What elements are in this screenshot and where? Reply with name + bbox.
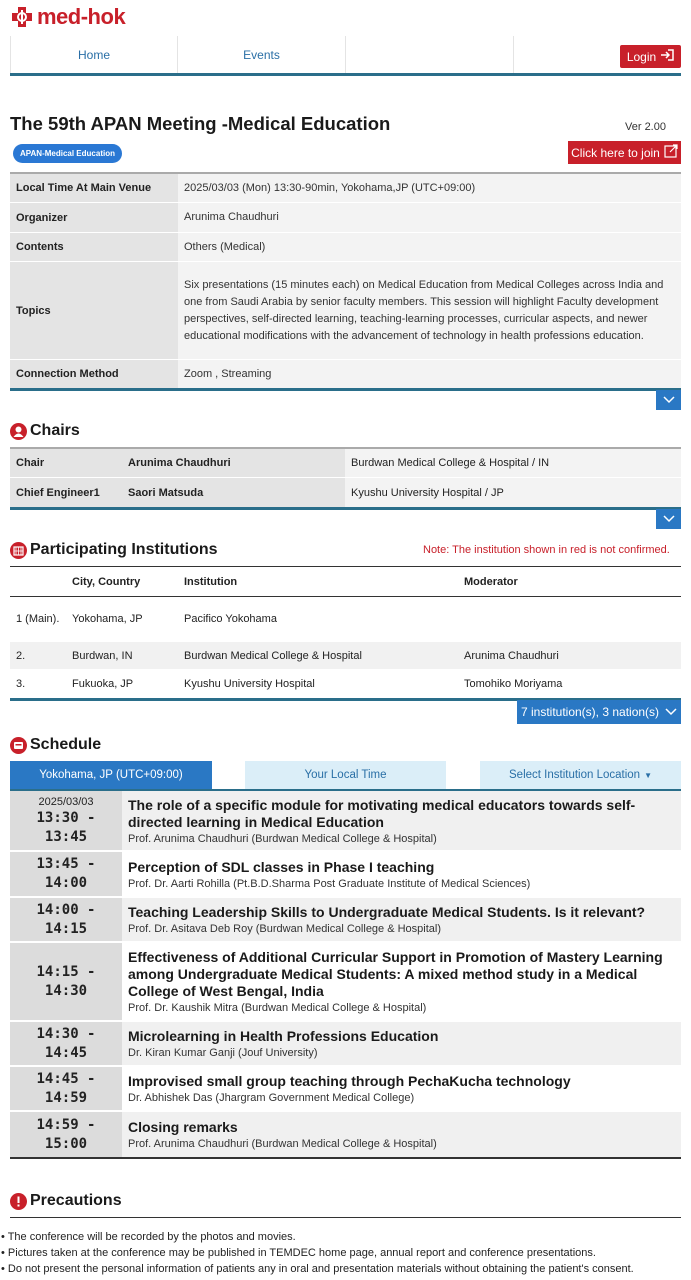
schedule-heading-text: Schedule — [30, 736, 102, 753]
session-title: Perception of SDL classes in Phase I teaching — [128, 858, 435, 875]
info-row-organizer — [10, 203, 681, 233]
institutions-summary-label: 7 institution(s), 3 nation(s) — [520, 705, 660, 719]
session-row — [10, 943, 681, 1022]
institution-name: Kyushu University Hospital — [184, 678, 315, 690]
session-title: The role of a specific module for motivating medical educators towards self-directed learning in Medical Education — [128, 796, 636, 830]
institutions-heading — [10, 541, 218, 559]
info-label: Topics — [10, 262, 178, 359]
login-icon — [660, 49, 674, 64]
session-time — [10, 1067, 122, 1110]
precautions-heading-text: Precautions — [30, 1192, 122, 1209]
chevron-down-icon — [663, 396, 675, 404]
session-start: 13:45 - — [36, 856, 96, 872]
warning-icon — [10, 1193, 27, 1210]
category-tag[interactable]: APAN-Medical Education — [13, 144, 122, 163]
institution-city: Fukuoka, JP — [72, 678, 134, 690]
event-info-table — [10, 172, 681, 391]
event-title: The 59th APAN Meeting -Medical Education — [10, 113, 391, 134]
session-title: Teaching Leadership Skills to Undergraduate Medical Students. Is it relevant? — [128, 904, 646, 920]
info-label: Organizer — [10, 203, 178, 232]
session-time — [10, 852, 122, 896]
chair-name: Arunima Chaudhuri — [122, 449, 345, 477]
version-label: Ver 2.00 — [625, 121, 666, 133]
institution-moderator: Arunima Chaudhuri — [464, 649, 559, 662]
institution-row — [10, 670, 681, 698]
session-end: 13:45 — [44, 828, 88, 845]
expand-info-button[interactable] — [656, 390, 681, 410]
info-label: Connection Method — [10, 360, 178, 388]
session-title: Microlearning in Health Professions Education — [128, 1028, 439, 1044]
session-start: 14:45 - — [36, 1070, 96, 1087]
session-time — [10, 943, 122, 1020]
info-value: Zoom , Streaming — [178, 360, 681, 388]
info-label: Contents — [10, 233, 178, 261]
session-start: 14:30 - — [36, 1025, 96, 1042]
institution-moderator — [458, 597, 681, 641]
col-no — [10, 567, 66, 596]
info-value: Arunima Chaudhuri — [178, 203, 681, 232]
chairs-table — [10, 447, 681, 510]
tab-venue-time[interactable]: Yokohama, JP (UTC+09:00) — [10, 761, 212, 789]
session-details — [122, 943, 681, 1020]
chevron-down-icon — [663, 515, 675, 523]
logo-text: med-hok — [37, 4, 126, 29]
session-title: Improvised small group teaching through PechaKucha technology — [128, 1073, 571, 1089]
session-time — [10, 898, 122, 941]
institution-no: 3. — [16, 678, 26, 690]
col-moderator: Moderator — [464, 575, 518, 588]
session-end: 15:00 — [44, 1135, 88, 1152]
institution-moderator: Tomohiko Moriyama — [464, 678, 563, 690]
info-row-topics — [10, 262, 681, 360]
info-value: 2025/03/03 (Mon) 13:30-90min, Yokohama,JP (UTC+09:00) — [178, 174, 681, 202]
session-speaker: Prof. Arunima Chaudhuri (Burdwan Medical College & Hospital) — [128, 1138, 437, 1150]
session-title: Effectiveness of Additional Curricular Support in Promotion of Mastery Learning among Undergraduate Medical Students: A mixed method study in a Medical College of West Bengal, India — [128, 949, 663, 999]
institution-city: Burdwan, IN — [72, 649, 133, 662]
select-location-label: Select Institution Location — [509, 769, 641, 781]
session-start: 14:00 - — [36, 901, 96, 918]
expand-chairs-button[interactable] — [656, 509, 681, 529]
session-end: 14:59 — [44, 1089, 88, 1106]
precaution-item: • The conference will be recorded by the photos and movies. — [1, 1231, 296, 1243]
institutions-header-row — [10, 567, 681, 597]
session-end: 14:15 — [44, 920, 88, 937]
chairs-heading — [10, 422, 80, 440]
session-date: 2025/03/03 — [38, 795, 94, 808]
info-row-connection — [10, 360, 681, 388]
session-speaker: Dr. Kiran Kumar Ganji (Jouf University) — [128, 1047, 318, 1059]
session-details — [122, 852, 681, 896]
caret-down-icon: ▼ — [644, 770, 652, 780]
institutions-summary-button[interactable] — [517, 700, 681, 724]
institution-no: 2. — [16, 649, 26, 662]
main-nav — [10, 36, 681, 76]
nav-home[interactable]: Home — [10, 36, 178, 73]
chair-affiliation: Burdwan Medical College & Hospital / IN — [345, 449, 681, 477]
info-row-contents — [10, 233, 681, 262]
unconfirmed-note: Note: The institution shown in red is not confirmed. — [423, 544, 670, 556]
tab-local-time[interactable]: Your Local Time — [245, 761, 446, 789]
session-details — [122, 898, 681, 941]
login-button[interactable] — [620, 45, 681, 68]
info-value: Six presentations (15 minutes each) on Medical Education from Medical Colleges across India and one from Saudi Arabia by senior faculty members. This session will highlight Faculty development perspectives, self-directed learning, teaching-learning processes, curricular aspects, and newer educational modifications with the advancement of technology in health professions education. — [178, 262, 681, 359]
precaution-item: • Pictures taken at the conference may be published in TEMDEC home page, annual report and conference presentations. — [1, 1247, 596, 1259]
precautions-heading — [10, 1192, 122, 1210]
institutions-body — [10, 597, 681, 698]
logo-cross-icon — [10, 5, 34, 29]
chair-row — [10, 449, 681, 478]
info-label: Local Time At Main Venue — [10, 174, 178, 202]
session-speaker: Prof. Dr. Kaushik Mitra (Burdwan Medical College & Hospital) — [128, 1002, 427, 1014]
session-speaker: Dr. Abhishek Das (Jhargram Government Medical College) — [128, 1092, 415, 1104]
schedule-heading — [10, 736, 101, 754]
institution-city: Yokohama, JP — [72, 613, 143, 625]
col-city: City, Country — [72, 575, 141, 588]
session-row — [10, 898, 681, 943]
nav-blank — [346, 36, 514, 73]
session-speaker: Prof. Dr. Aarti Rohilla (Pt.B.D.Sharma Post Graduate Institute of Medical Sciences) — [128, 877, 531, 890]
nav-events[interactable]: Events — [178, 36, 346, 73]
institutions-heading-text: Participating Institutions — [30, 541, 218, 558]
session-details — [122, 1022, 681, 1065]
info-value: Others (Medical) — [178, 233, 681, 261]
session-end: 14:00 — [44, 875, 88, 891]
tab-select-location[interactable] — [480, 761, 681, 789]
session-row — [10, 1022, 681, 1067]
chair-affiliation: Kyushu University Hospital / JP — [345, 478, 681, 507]
session-speaker: Prof. Dr. Asitava Deb Roy (Burdwan Medical College & Hospital) — [128, 923, 442, 935]
session-time — [10, 1112, 122, 1157]
session-row — [10, 852, 681, 898]
session-title: Closing remarks — [128, 1119, 238, 1135]
chair-name: Saori Matsuda — [122, 478, 345, 507]
precaution-item: • Do not present the personal information of patients any in oral and presentation materials without obtaining the patient's consent. — [1, 1263, 634, 1275]
institution-name: Pacifico Yokohama — [184, 613, 277, 625]
session-speaker: Prof. Arunima Chaudhuri (Burdwan Medical College & Hospital) — [128, 832, 437, 845]
session-details — [122, 1112, 681, 1157]
schedule-table — [10, 789, 681, 1159]
session-row — [10, 791, 681, 852]
chair-role: Chief Engineer1 — [10, 478, 122, 507]
join-button[interactable] — [568, 141, 681, 164]
chair-role: Chair — [10, 449, 122, 477]
institution-row — [10, 642, 681, 670]
session-time — [10, 791, 122, 850]
institution-row — [10, 597, 681, 642]
login-label: Login — [626, 49, 657, 64]
external-link-icon — [664, 144, 678, 161]
institution-name: Burdwan Medical College & Hospital — [184, 649, 362, 662]
info-row-time — [10, 174, 681, 203]
col-institution: Institution — [184, 575, 238, 588]
session-start: 13:30 - — [36, 809, 96, 826]
session-time — [10, 1022, 122, 1065]
chair-row — [10, 478, 681, 507]
session-start: 14:59 - — [36, 1116, 96, 1133]
chevron-down-icon — [665, 708, 677, 716]
session-details — [122, 1067, 681, 1110]
site-logo[interactable] — [10, 4, 125, 30]
session-end: 14:30 — [44, 982, 88, 999]
session-end: 14:45 — [44, 1044, 88, 1061]
session-start: 14:15 - — [36, 963, 96, 980]
join-label: Click here to join — [571, 145, 660, 160]
session-row — [10, 1112, 681, 1157]
institutions-table — [10, 566, 681, 701]
chairs-heading-text: Chairs — [30, 422, 80, 439]
building-icon — [10, 542, 27, 559]
session-row — [10, 1067, 681, 1112]
institution-no: 1 (Main). — [16, 612, 60, 625]
schedule-icon — [10, 737, 27, 754]
person-icon — [10, 423, 27, 440]
session-details — [122, 791, 681, 850]
precautions-list — [1, 1217, 681, 1277]
